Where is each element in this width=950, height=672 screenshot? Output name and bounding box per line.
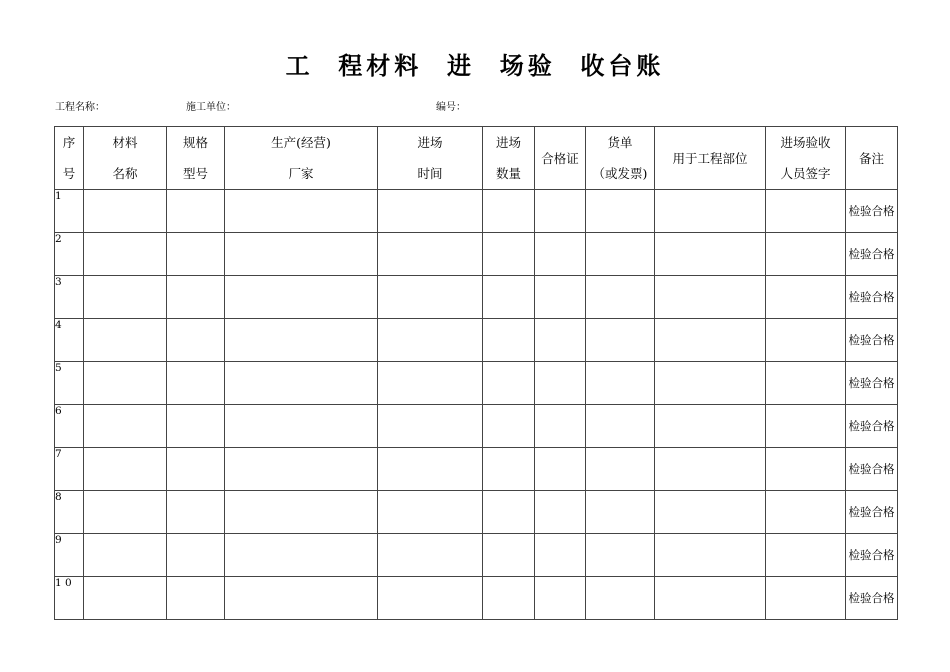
- empty-cell[interactable]: [84, 577, 167, 620]
- header-material-name: 材料 名称: [84, 127, 167, 190]
- empty-cell[interactable]: [84, 448, 167, 491]
- row-serial-number: 4: [55, 319, 84, 362]
- empty-cell[interactable]: [167, 577, 225, 620]
- empty-cell[interactable]: [225, 233, 378, 276]
- table-row: [55, 276, 898, 319]
- empty-cell[interactable]: [586, 448, 655, 491]
- table-row: [55, 190, 898, 233]
- table-row: [55, 405, 898, 448]
- empty-cell[interactable]: [378, 577, 483, 620]
- empty-cell[interactable]: [766, 362, 846, 405]
- empty-cell[interactable]: [167, 405, 225, 448]
- empty-cell[interactable]: [167, 534, 225, 577]
- empty-cell[interactable]: [586, 276, 655, 319]
- empty-cell[interactable]: [535, 319, 586, 362]
- row-remark: 检验合格: [846, 534, 898, 577]
- empty-cell[interactable]: [378, 534, 483, 577]
- empty-cell[interactable]: [84, 362, 167, 405]
- empty-cell[interactable]: [586, 405, 655, 448]
- empty-cell[interactable]: [225, 534, 378, 577]
- empty-cell[interactable]: [766, 491, 846, 534]
- empty-cell[interactable]: [535, 577, 586, 620]
- empty-cell[interactable]: [84, 233, 167, 276]
- empty-cell[interactable]: [535, 276, 586, 319]
- empty-cell[interactable]: [84, 534, 167, 577]
- empty-cell[interactable]: [167, 362, 225, 405]
- empty-cell[interactable]: [766, 534, 846, 577]
- table-row: [55, 448, 898, 491]
- empty-cell[interactable]: [586, 491, 655, 534]
- row-serial-number: 2: [55, 233, 84, 276]
- empty-cell[interactable]: [167, 233, 225, 276]
- empty-cell[interactable]: [84, 491, 167, 534]
- empty-cell[interactable]: [378, 233, 483, 276]
- row-serial-number: 9: [55, 534, 84, 577]
- empty-cell[interactable]: [225, 491, 378, 534]
- row-serial-number: 5: [55, 362, 84, 405]
- empty-cell[interactable]: [225, 319, 378, 362]
- empty-cell[interactable]: [586, 534, 655, 577]
- empty-cell[interactable]: [483, 190, 535, 233]
- empty-cell[interactable]: [766, 405, 846, 448]
- empty-cell[interactable]: [378, 362, 483, 405]
- empty-cell[interactable]: [225, 448, 378, 491]
- empty-cell[interactable]: [483, 362, 535, 405]
- empty-cell[interactable]: [655, 276, 766, 319]
- empty-cell[interactable]: [655, 233, 766, 276]
- table-row: [55, 319, 898, 362]
- header-serial: 序 号: [55, 127, 84, 190]
- empty-cell[interactable]: [535, 534, 586, 577]
- empty-cell[interactable]: [378, 276, 483, 319]
- row-serial-number: 3: [55, 276, 84, 319]
- empty-cell[interactable]: [225, 190, 378, 233]
- empty-cell[interactable]: [225, 405, 378, 448]
- page-title: 工 程材料 进 场验 收台账: [285, 52, 665, 80]
- empty-cell[interactable]: [483, 405, 535, 448]
- empty-cell[interactable]: [483, 491, 535, 534]
- empty-cell[interactable]: [84, 276, 167, 319]
- empty-cell[interactable]: [535, 405, 586, 448]
- empty-cell[interactable]: [655, 577, 766, 620]
- empty-cell[interactable]: [167, 448, 225, 491]
- empty-cell[interactable]: [378, 190, 483, 233]
- row-serial-number: 1 0: [55, 577, 84, 620]
- empty-cell[interactable]: [535, 362, 586, 405]
- empty-cell[interactable]: [535, 491, 586, 534]
- empty-cell[interactable]: [586, 319, 655, 362]
- empty-cell[interactable]: [225, 362, 378, 405]
- empty-cell[interactable]: [84, 190, 167, 233]
- empty-cell[interactable]: [766, 233, 846, 276]
- empty-cell[interactable]: [655, 362, 766, 405]
- empty-cell[interactable]: [535, 190, 586, 233]
- row-remark: 检验合格: [846, 362, 898, 405]
- empty-cell[interactable]: [167, 276, 225, 319]
- empty-cell[interactable]: [483, 319, 535, 362]
- empty-cell[interactable]: [655, 534, 766, 577]
- empty-cell[interactable]: [483, 448, 535, 491]
- empty-cell[interactable]: [378, 405, 483, 448]
- empty-cell[interactable]: [225, 276, 378, 319]
- empty-cell[interactable]: [167, 190, 225, 233]
- empty-cell[interactable]: [378, 448, 483, 491]
- row-serial-number: 8: [55, 491, 84, 534]
- header-certificate: 合格证: [535, 127, 586, 190]
- empty-cell[interactable]: [483, 276, 535, 319]
- table-row: [55, 233, 898, 276]
- empty-cell[interactable]: [766, 577, 846, 620]
- empty-cell[interactable]: [586, 233, 655, 276]
- empty-cell[interactable]: [483, 233, 535, 276]
- row-remark: 检验合格: [846, 577, 898, 620]
- empty-cell[interactable]: [483, 577, 535, 620]
- empty-cell[interactable]: [84, 405, 167, 448]
- construction-unit-label: 施工单位：: [186, 102, 236, 113]
- row-remark: 检验合格: [846, 190, 898, 233]
- row-remark: 检验合格: [846, 448, 898, 491]
- table-row: [55, 577, 898, 620]
- project-name-label: 工程名称：: [55, 102, 105, 113]
- table-row: [55, 362, 898, 405]
- empty-cell[interactable]: [167, 491, 225, 534]
- table-row: [55, 534, 898, 577]
- empty-cell[interactable]: [655, 319, 766, 362]
- empty-cell[interactable]: [535, 448, 586, 491]
- empty-cell[interactable]: [586, 190, 655, 233]
- empty-cell[interactable]: [766, 448, 846, 491]
- row-remark: 检验合格: [846, 233, 898, 276]
- empty-cell[interactable]: [483, 534, 535, 577]
- header-invoice: 货单 （或发票): [586, 127, 655, 190]
- header-usage-location: 用于工程部位: [655, 127, 766, 190]
- empty-cell[interactable]: [586, 362, 655, 405]
- serial-number-label: 编号：: [436, 102, 466, 113]
- empty-cell[interactable]: [766, 319, 846, 362]
- empty-cell[interactable]: [378, 491, 483, 534]
- empty-cell[interactable]: [655, 405, 766, 448]
- header-arrival-quantity: 进场 数量: [483, 127, 535, 190]
- row-remark: 检验合格: [846, 491, 898, 534]
- row-remark: 检验合格: [846, 276, 898, 319]
- table-row: [55, 491, 898, 534]
- empty-cell[interactable]: [766, 276, 846, 319]
- row-serial-number: 1: [55, 190, 84, 233]
- empty-cell[interactable]: [84, 319, 167, 362]
- empty-cell[interactable]: [167, 319, 225, 362]
- header-spec-model: 规格 型号: [167, 127, 225, 190]
- row-serial-number: 6: [55, 405, 84, 448]
- empty-cell[interactable]: [766, 190, 846, 233]
- empty-cell[interactable]: [655, 491, 766, 534]
- row-serial-number: 7: [55, 448, 84, 491]
- empty-cell[interactable]: [225, 577, 378, 620]
- empty-cell[interactable]: [586, 577, 655, 620]
- empty-cell[interactable]: [655, 190, 766, 233]
- empty-cell[interactable]: [535, 233, 586, 276]
- empty-cell[interactable]: [378, 319, 483, 362]
- row-remark: 检验合格: [846, 319, 898, 362]
- row-remark: 检验合格: [846, 405, 898, 448]
- header-arrival-time: 进场 时间: [378, 127, 483, 190]
- header-manufacturer: 生产(经营) 厂家: [225, 127, 378, 190]
- empty-cell[interactable]: [655, 448, 766, 491]
- header-row: [55, 127, 898, 190]
- material-ledger-table: [54, 126, 898, 620]
- header-remarks: 备注: [846, 127, 898, 190]
- header-inspector-signature: 进场验收 人员签字: [766, 127, 846, 190]
